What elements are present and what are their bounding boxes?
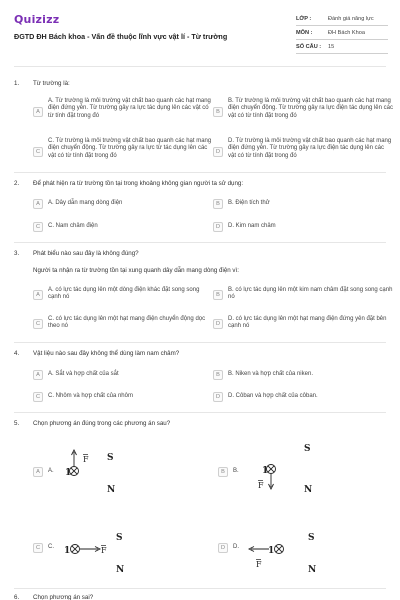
option-text: D. Từ trường là môi trường vật chất bao quanh các hạt mang điện đứng yên. Từ trường gây ra lực điện tác dụng lên các vật có từ tính đặt trong đó	[228, 138, 392, 159]
force-label: F	[256, 560, 262, 569]
option-text: D. Côban và hợp chất của côban.	[228, 393, 318, 399]
option-a[interactable]	[33, 467, 54, 477]
option-text: A. Từ trường là môi trường vật chất bao quanh các hạt mang điện đứng yên. Từ trường gây ra lực tác dụng lên các vật có từ tính đặt trong đó	[48, 98, 211, 119]
option-letter: C	[33, 319, 43, 329]
question-text: Để phát hiện ra từ trường tồn tại trong khoảng không gian người ta sử dụng:	[33, 180, 244, 187]
question-divider	[14, 588, 386, 589]
option-text: B.	[233, 468, 239, 474]
option-letter: B	[213, 370, 223, 380]
magnet-diagram-d	[240, 520, 330, 575]
option-letter: B	[213, 290, 223, 300]
option-c[interactable]	[33, 543, 54, 553]
option-letter: A	[33, 107, 43, 117]
question-subtext: Người ta nhận ra từ trường tồn tại xung quanh dây dẫn mang dòng điện vì:	[33, 267, 239, 274]
question-divider	[14, 172, 386, 173]
question-text: Chọn phương án đúng trong các phương án sau?	[33, 420, 171, 427]
option-letter: C	[33, 222, 43, 232]
option-letter: D	[213, 319, 223, 329]
option-a[interactable]	[33, 98, 213, 120]
option-letter: A	[33, 199, 43, 209]
meta-value: ĐH Bách Khoa	[328, 29, 366, 36]
option-text: C.	[48, 544, 54, 550]
force-label: F	[258, 481, 264, 490]
option-text: C. có lực tác dụng lên một hạt mang điện chuyển động dọc theo nó	[48, 316, 206, 330]
question-number: 4.	[14, 350, 20, 357]
option-letter: A	[33, 370, 43, 380]
option-b[interactable]	[218, 467, 239, 477]
option-letter: B	[213, 199, 223, 209]
option-letter: D	[213, 147, 223, 157]
option-letter: A	[33, 467, 43, 477]
current-label: 1	[65, 468, 72, 478]
option-c[interactable]	[33, 392, 213, 402]
option-letter: C	[33, 147, 43, 157]
option-d[interactable]	[213, 222, 393, 232]
quizizz-logo: Quizizz	[14, 13, 60, 26]
header-divider	[14, 66, 386, 67]
option-text: A.	[48, 468, 54, 474]
current-label: 1	[268, 546, 275, 556]
meta-label: SỐ CÂU :	[296, 43, 322, 50]
question-number: 1.	[14, 80, 20, 87]
north-pole-label: N	[107, 485, 116, 495]
meta-row-subject	[296, 26, 388, 40]
option-a[interactable]	[33, 287, 213, 302]
north-pole-label: N	[116, 565, 125, 575]
option-text: A. Dây dẫn mang dòng điện	[48, 200, 123, 206]
option-d[interactable]	[213, 392, 393, 402]
option-letter: B	[218, 467, 228, 477]
question-text: Vật liệu nào sau đây không thể dùng làm nam châm?	[33, 350, 180, 357]
question-divider	[14, 412, 386, 413]
option-b[interactable]	[213, 370, 393, 380]
meta-value: 15	[328, 43, 335, 50]
option-letter: D	[218, 543, 228, 553]
option-text: C. Nam châm điện	[48, 223, 98, 229]
question-number: 5.	[14, 420, 20, 427]
option-letter: D	[213, 392, 223, 402]
magnet-diagram-b	[255, 440, 325, 500]
meta-info-box	[296, 12, 388, 54]
option-c[interactable]	[33, 222, 213, 232]
question-number: 3.	[14, 250, 20, 257]
option-text: A. có lực tác dụng lên một dòng điện khác đặt song song cạnh nó	[48, 287, 200, 301]
option-text: C. Từ trường là môi trường vật chất bao quanh các hạt mang điện chuyển động. Từ trường gây ra lực từ tác dụng lên các vật có từ tính đặt trong đó	[48, 138, 212, 159]
north-pole-label: N	[308, 565, 317, 575]
question-number: 6.	[14, 594, 20, 600]
option-letter: C	[33, 392, 43, 402]
document-title: ĐGTD ĐH Bách khoa - Vấn đề thuộc lĩnh vực vật lí - Từ trường	[14, 32, 228, 41]
south-pole-label: S	[308, 533, 315, 543]
meta-row-class	[296, 12, 388, 26]
current-label: 1	[64, 546, 71, 556]
force-label: F	[83, 455, 89, 464]
meta-row-count	[296, 40, 388, 54]
option-b[interactable]	[213, 287, 393, 302]
option-letter: D	[213, 222, 223, 232]
question-text: Chọn phương án sai?	[33, 594, 94, 600]
option-d[interactable]	[218, 543, 239, 553]
south-pole-label: S	[107, 453, 114, 463]
south-pole-label: S	[304, 444, 311, 454]
meta-label: LỚP :	[296, 15, 312, 22]
option-text: B. Từ trường là môi trường vật chất bao quanh các hạt mang điện chuyển động. Từ trường gây ra lực điện tác dụng lên các vật có từ tính đặt trong đó	[228, 98, 393, 119]
question-text: Phát biểu nào sau đây là không đúng?	[33, 250, 139, 257]
question-divider	[14, 342, 386, 343]
option-letter: B	[213, 107, 223, 117]
meta-label: MÔN :	[296, 29, 313, 36]
meta-value: Đánh giá năng lực	[328, 15, 374, 22]
option-letter: C	[33, 543, 43, 553]
question-divider	[14, 242, 386, 243]
option-c[interactable]	[33, 138, 213, 160]
south-pole-label: S	[116, 533, 123, 543]
option-text: B. Điện tích thử	[228, 200, 270, 206]
option-b[interactable]	[213, 199, 393, 209]
force-label: F	[101, 546, 107, 555]
option-a[interactable]	[33, 370, 213, 380]
option-text: D. Kim nam châm	[228, 223, 276, 229]
option-b[interactable]	[213, 98, 393, 120]
north-pole-label: N	[304, 485, 313, 495]
option-c[interactable]	[33, 316, 213, 331]
option-text: A. Sắt và hợp chất của sắt	[48, 371, 119, 377]
option-text: B. Niken và hợp chất của niken.	[228, 371, 313, 377]
option-d[interactable]	[213, 316, 393, 331]
option-letter: A	[33, 290, 43, 300]
option-text: D. có lực tác dụng lên một hạt mang điện đứng yên đặt bên cạnh nó	[228, 316, 387, 330]
magnet-diagram-c	[58, 520, 138, 575]
option-text: C. Nhôm và hợp chất của nhôm	[48, 393, 133, 399]
option-d[interactable]	[213, 138, 393, 160]
question-number: 2.	[14, 180, 20, 187]
option-a[interactable]	[33, 199, 213, 209]
current-label: 1	[262, 466, 269, 476]
option-text: D.	[233, 544, 239, 550]
question-text: Từ trường là:	[33, 80, 70, 87]
option-text: B. có lực tác dụng lên một kim nam châm đặt song song cạnh nó	[228, 287, 393, 301]
magnet-diagram-a	[58, 440, 128, 500]
